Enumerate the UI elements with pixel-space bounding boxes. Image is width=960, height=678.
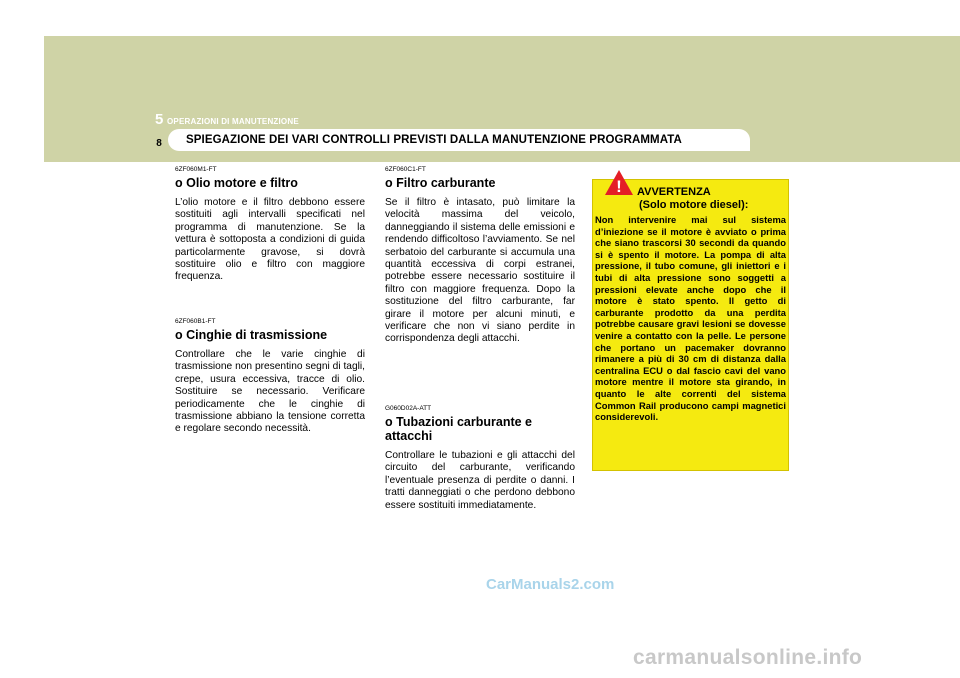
section-code: 6ZF060B1-FT bbox=[175, 318, 216, 325]
section-code: 6ZF060C1-FT bbox=[385, 166, 426, 173]
section-heading: o Tubazioni carburante e attacchi bbox=[385, 415, 533, 443]
section-body: Se il filtro è intasato, può limitare la velocità massima del veicolo, danneggiando il sistema delle emissioni e rendendo difficoltoso l’avviamento. Se nel serbatoio del carburante si accumula una quantità eccessiva di corpi estranei, potrebbe essere necessario sostituire il filtro con maggiore frequenza. Dopo la sostituzione del filtro carburante, far girare il motore per alcuni minuti, e verificare che non vi siano perdite in corrispondenza degli attacchi. bbox=[385, 197, 575, 345]
warning-title-line-1: AVVERTENZA bbox=[637, 186, 711, 198]
watermark-carmanuals2: CarManuals2.com bbox=[486, 576, 615, 593]
section-heading: o Olio motore e filtro bbox=[175, 176, 298, 190]
section-heading: o Filtro carburante bbox=[385, 176, 496, 190]
warning-title bbox=[637, 186, 757, 212]
section-heading: o Cinghie di trasmissione bbox=[175, 328, 328, 342]
exclamation-triangle-icon bbox=[604, 169, 634, 196]
column-2-section-2 bbox=[385, 405, 575, 512]
warning-title-line-2: (Solo motore diesel): bbox=[639, 199, 749, 211]
column-2-section-1 bbox=[385, 166, 575, 346]
column-1-section-2 bbox=[175, 318, 365, 436]
section-body: L’olio motore e il filtro debbono essere sostituiti agli intervalli specificati nel programma di manutenzione. Se la vettura è sottoposta a condizioni di guida particolarmente gravose, si dovrà sostituire olio e filtro con maggiore frequenza. bbox=[175, 197, 365, 283]
section-body: Controllare le tubazioni e gli attacchi del circuito del carburante, verificando l’eventuale presenza di perdite o danni. I tratti danneggiati o che perdono debbono essere sostituiti immediatamente. bbox=[385, 450, 575, 511]
chapter-number: 5 bbox=[155, 111, 164, 128]
chapter-title: OPERAZIONI DI MANUTENZIONE bbox=[167, 117, 299, 126]
warning-text: Non intervenire mai sul sistema d’iniezione se il motore è avviato o prima che siano trascorsi 30 secondi da quando si è spento il motore. La pompa di alta pressione, il tubo comune, gli iniettori e i tubi di alta pressione sono soggetti a pressioni elevate anche dopo che il motore è stato spento. Il getto di carburante prodotto da una perdita potrebbe causare gravi lesioni se dovesse venire a contatto con la pelle. Le persone che portano un pacemaker dovranno rimanere a più di 30 cm di distanza dalla centralina ECU o dal fascio cavi del vano motore mentre il motore sta girando, in quanto le alte correnti del sistema Common Rail producono campi magnetici considerevoli. bbox=[595, 214, 786, 423]
section-body: Controllare che le varie cinghie di trasmissione non presentino segni di tagli, crepe, usura eccessiva, tracce di olio. Sostituire se necessario. Verificare periodicamente che le cinghie di trasmissione abbiano la tensione corretta e regolare secondo necessità. bbox=[175, 349, 365, 435]
section-code: G060D02A-ATT bbox=[385, 405, 432, 412]
warning-symbol: ! bbox=[616, 177, 622, 196]
section-title: SPIEGAZIONE DEI VARI CONTROLLI PREVISTI DALLA MANUTENZIONE PROGRAMMATA bbox=[186, 134, 682, 146]
watermark-carmanualsonline: carmanualsonline.info bbox=[633, 646, 863, 669]
column-1-section-1 bbox=[175, 166, 365, 284]
section-code: 6ZF060M1-FT bbox=[175, 166, 217, 173]
page-number: 8 bbox=[156, 138, 162, 149]
